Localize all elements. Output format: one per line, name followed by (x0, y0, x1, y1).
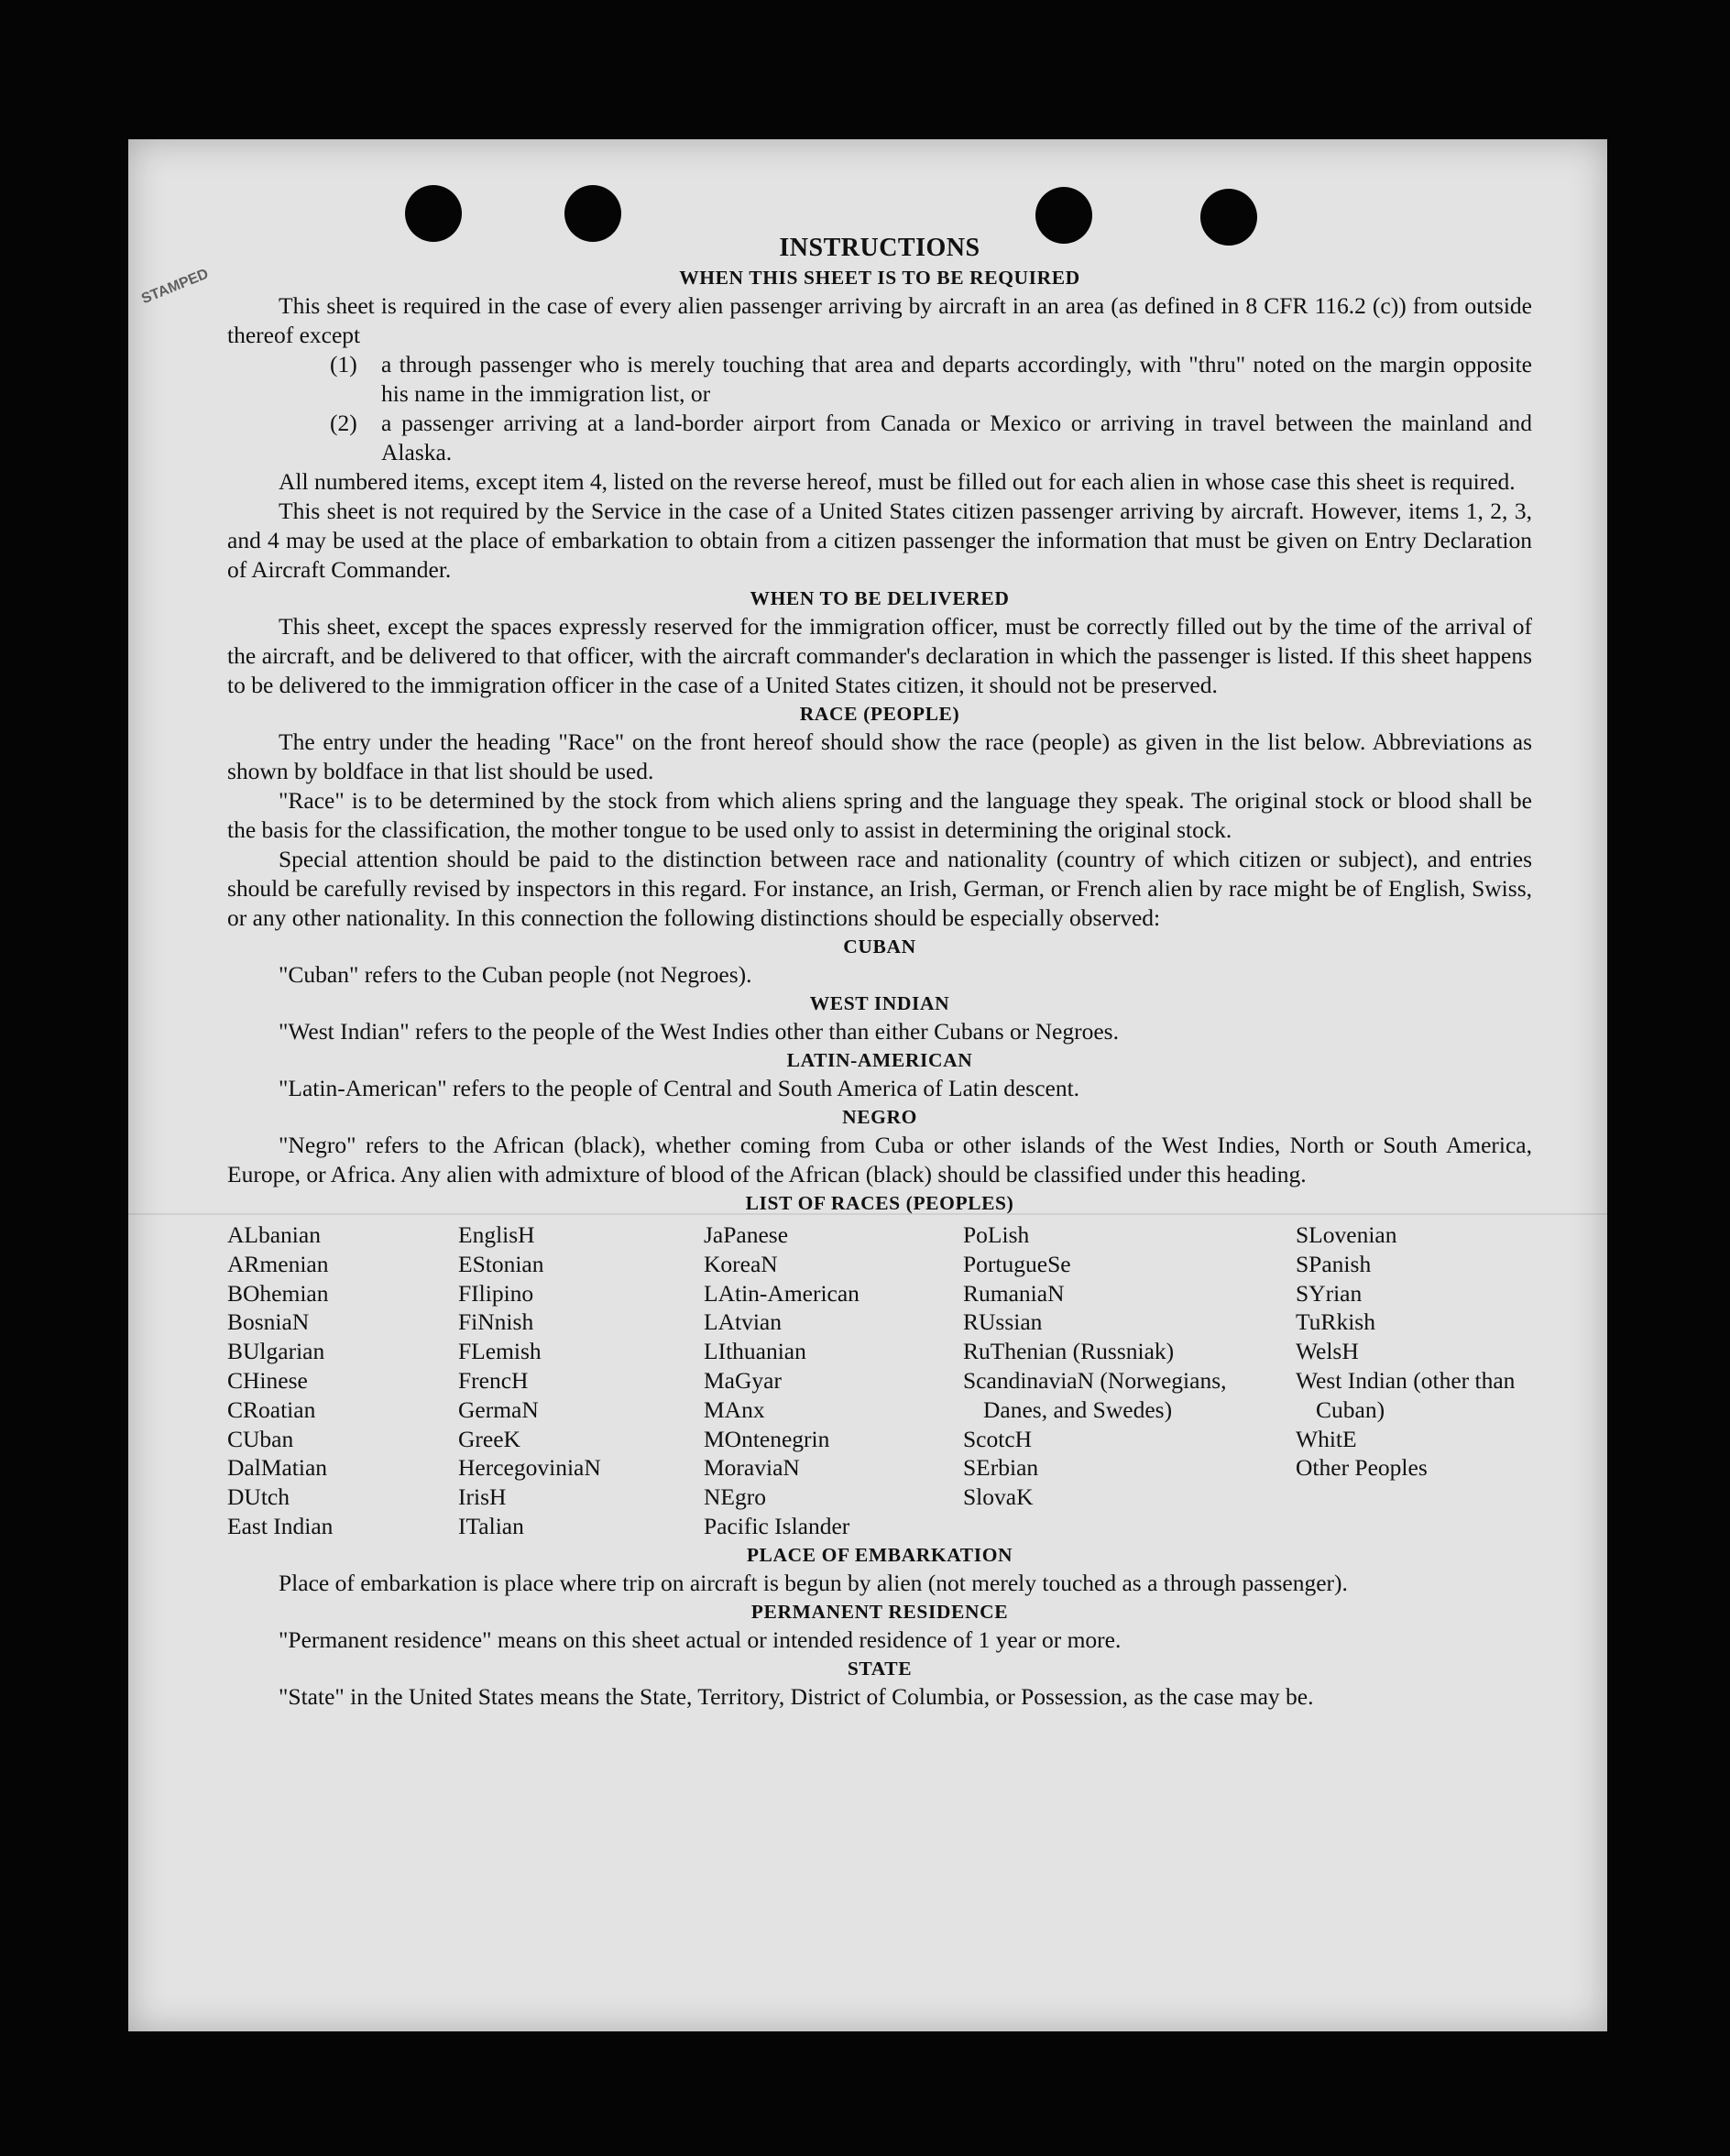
paragraph: "Cuban" refers to the Cuban people (not Negroes). (279, 961, 752, 988)
section-heading-when-required: WHEN THIS SHEET IS TO BE REQUIRED (679, 267, 1080, 289)
race-entry: MoraviaN (704, 1454, 800, 1482)
section-heading-permanent-residence: PERMANENT RESIDENCE (750, 1600, 1009, 1623)
document-sheet (128, 139, 1607, 2031)
race-column (227, 1220, 458, 1541)
page-title: INSTRUCTIONS (779, 234, 980, 262)
race-entry: Other Peoples (1296, 1454, 1428, 1482)
race-entry: LAtin-American (704, 1279, 860, 1307)
race-entry: GermaN (458, 1395, 539, 1423)
race-entry: LIthuanian (704, 1338, 806, 1365)
race-entry: FrencH (458, 1366, 529, 1394)
race-entry: NEgro (704, 1483, 766, 1511)
race-entry: SErbian (963, 1454, 1039, 1482)
race-entry: SlovaK (963, 1483, 1034, 1511)
race-entry: WhitE (1296, 1425, 1357, 1452)
race-entry: SYrian (1296, 1279, 1363, 1307)
race-entry: BosniaN (227, 1308, 310, 1336)
item-number: (1) (330, 351, 357, 378)
race-list (227, 1220, 1532, 1541)
race-entry: DUtch (227, 1483, 290, 1511)
section-heading-list-of-races: LIST OF RACES (PEOPLES) (745, 1192, 1014, 1214)
race-column (458, 1220, 704, 1541)
paragraph: The entry under the heading "Race" on the front hereof should show the race (people) as given in the list below. Abbreviations as shown by boldface in that list should be used. (227, 728, 1532, 784)
paragraph: "West Indian" refers to the people of the West Indies other than either Cubans or Negroes. (279, 1018, 1119, 1045)
paragraph: Special attention should be paid to the distinction between race and nationality (country of which citizen or subject), and entries should be carefully revised by inspectors in this regard. For instance, an Irish, German, or French alien by race might be of English, Swiss, or any other nationality. In this connection the following distinctions should be especially observed: (227, 846, 1532, 931)
race-entry: RuThenian (Russniak) (963, 1338, 1175, 1365)
paragraph: "Race" is to be determined by the stock from which aliens spring and the language they speak. The original stock or blood shall be the basis for the classification, the mother tongue to be used only to assist in determining the original stock. (227, 787, 1532, 843)
race-entry: BOhemian (227, 1279, 329, 1307)
race-entry: MAnx (704, 1395, 765, 1423)
race-entry: SPanish (1296, 1250, 1372, 1277)
ink-stamp: STAMPED (139, 266, 211, 308)
race-entry: FLemish (458, 1338, 542, 1365)
race-entry: TuRkish (1296, 1308, 1375, 1336)
item-text: a through passenger who is merely touching that area and departs accordingly, with "thru" noted on the margin opposite his name in the immigration list, or (381, 351, 1532, 407)
race-entry: CRoatian (227, 1395, 316, 1423)
numbered-item (227, 350, 1532, 409)
race-entry: ALbanian (227, 1221, 321, 1248)
instructions-content (227, 233, 1532, 1712)
section-heading-cuban: CUBAN (843, 936, 916, 958)
section-heading-negro: NEGRO (842, 1106, 917, 1128)
race-entry: MaGyar (704, 1366, 782, 1394)
section-heading-west-indian: WEST INDIAN (809, 992, 950, 1014)
race-entry: West Indian (other than Cuban) (1296, 1366, 1516, 1423)
paragraph: "Permanent residence" means on this sheet actual or intended residence of 1 year or more. (279, 1625, 1122, 1653)
race-entry: KoreaN (704, 1250, 778, 1277)
race-entry: FiNnish (458, 1308, 534, 1336)
race-entry: EnglisH (458, 1221, 535, 1248)
race-entry: EStonian (458, 1250, 544, 1277)
race-entry: IrisH (458, 1483, 507, 1511)
item-number: (2) (330, 410, 357, 436)
race-entry: BUlgarian (227, 1338, 325, 1365)
paragraph: Place of embarkation is place where trip on aircraft is begun by alien (not merely touched as a through passenger). (279, 1569, 1348, 1596)
race-entry: DalMatian (227, 1454, 328, 1482)
race-entry: SLovenian (1296, 1221, 1397, 1248)
race-column (1296, 1220, 1532, 1541)
paragraph: "Negro" refers to the African (black), whether coming from Cuba or other islands of the West Indies, North or South America, Europe, or Africa. Any alien with admixture of blood of the African (black) should be classified under this heading. (227, 1132, 1532, 1187)
race-entry: JaPanese (704, 1221, 789, 1248)
race-entry: PortugueSe (963, 1250, 1071, 1277)
race-entry: ARmenian (227, 1250, 329, 1277)
race-entry: ScotcH (963, 1425, 1033, 1452)
numbered-item (227, 409, 1532, 467)
race-entry: HercegoviniaN (458, 1454, 601, 1482)
race-entry: MOntenegrin (704, 1425, 830, 1452)
item-text: a passenger arriving at a land-border airport from Canada or Mexico or arriving in travel between the mainland and Alaska. (381, 410, 1532, 465)
race-column (963, 1220, 1296, 1541)
race-entry: PoLish (963, 1221, 1030, 1248)
paragraph: All numbered items, except item 4, listed on the reverse hereof, must be filled out for each alien in whose case this sheet is required. (279, 468, 1516, 495)
paragraph: "Latin-American" refers to the people of Central and South America of Latin descent. (279, 1075, 1080, 1101)
section-heading-when-delivered: WHEN TO BE DELIVERED (750, 587, 1010, 609)
section-heading-state: STATE (847, 1657, 913, 1680)
race-entry: ScandinaviaN (Norwegians, Danes, and Swedes) (963, 1366, 1227, 1423)
race-entry: CHinese (227, 1366, 308, 1394)
race-entry: CUban (227, 1425, 294, 1452)
race-entry: ITalian (458, 1512, 524, 1539)
section-heading-embarkation: PLACE OF EMBARKATION (746, 1543, 1013, 1566)
race-entry: FIlipino (458, 1279, 534, 1307)
section-heading-latin-american: LATIN-AMERICAN (786, 1049, 973, 1071)
paragraph: This sheet is required in the case of every alien passenger arriving by aircraft in an area (as defined in 8 CFR 116.2 (c)) from outside thereof except (227, 292, 1532, 348)
section-heading-race: RACE (PEOPLE) (799, 703, 960, 725)
race-entry: RumaniaN (963, 1279, 1065, 1307)
paragraph: "State" in the United States means the State, Territory, District of Columbia, or Possession, as the case may be. (279, 1682, 1314, 1710)
race-entry: East Indian (227, 1512, 334, 1539)
race-entry: RUssian (963, 1308, 1043, 1336)
race-entry: LAtvian (704, 1308, 782, 1336)
race-column (704, 1220, 963, 1541)
race-entry: GreeK (458, 1425, 520, 1452)
race-entry: WelsH (1296, 1338, 1359, 1365)
race-entry: Pacific Islander (704, 1512, 850, 1539)
paragraph: This sheet, except the spaces expressly reserved for the immigration officer, must be correctly filled out by the time of the arrival of the aircraft, and be delivered to that officer, with the aircraft commander's declaration in which the passenger is listed. If this sheet happens to be delivered to the immigration officer in the case of a United States citizen, it should not be preserved. (227, 613, 1532, 698)
paragraph: This sheet is not required by the Service in the case of a United States citizen passenger arriving by aircraft. However, items 1, 2, 3, and 4 may be used at the place of embarkation to obtain from a citizen passenger the information that must be given on Entry Declaration of Aircraft Commander. (227, 498, 1532, 583)
